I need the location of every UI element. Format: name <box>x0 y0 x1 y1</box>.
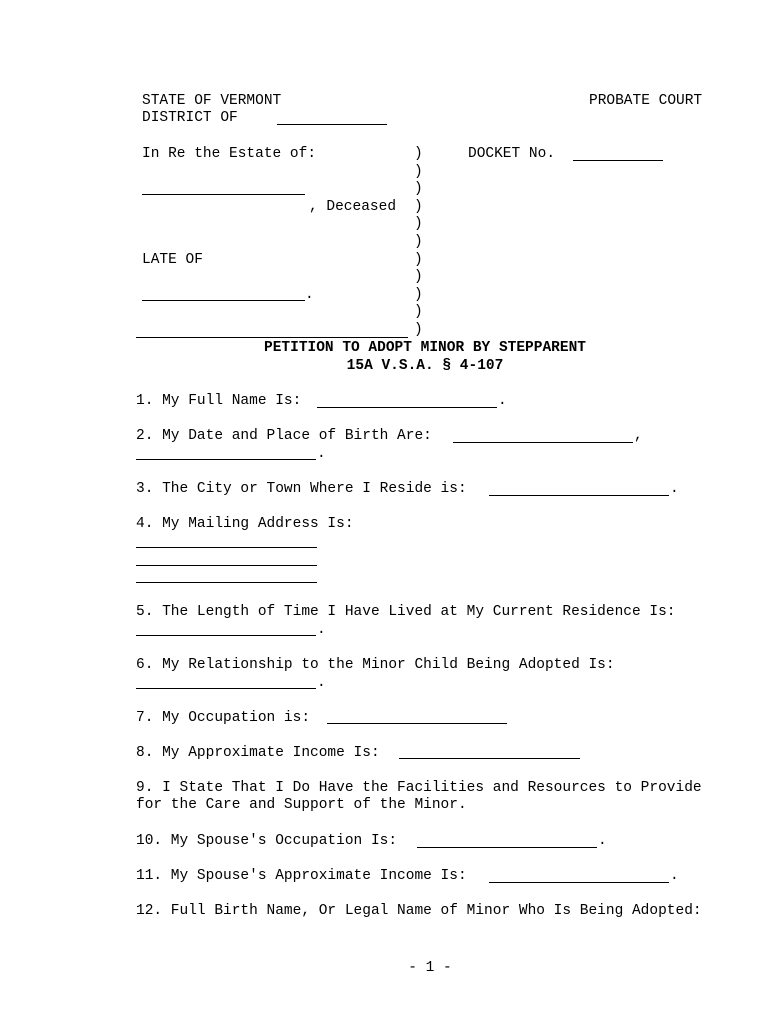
caption-paren: ) <box>414 322 423 338</box>
caption-paren: ) <box>414 199 423 215</box>
caption-paren: ) <box>414 216 423 232</box>
late-of-label: LATE OF <box>142 252 203 268</box>
district-label: DISTRICT OF <box>142 110 238 126</box>
spouse-occupation-blank[interactable] <box>417 847 597 848</box>
spouse-income-blank[interactable] <box>489 882 669 883</box>
city-town-blank[interactable] <box>489 495 669 496</box>
district-blank[interactable] <box>277 124 387 125</box>
caption-paren: ) <box>414 269 423 285</box>
mailing-address-line-1[interactable] <box>136 547 317 548</box>
caption-paren: ) <box>414 164 423 180</box>
item-5-period: . <box>317 622 326 638</box>
birth-place-blank[interactable] <box>136 459 316 460</box>
item-5-label: 5. The Length of Time I Have Lived at My Current Residence Is: <box>136 604 676 620</box>
caption-paren: ) <box>414 304 423 320</box>
item-11-period: . <box>670 868 679 884</box>
court-label: PROBATE COURT <box>589 93 703 109</box>
item-12-label: 12. Full Birth Name, Or Legal Name of Minor Who Is Being Adopted: <box>136 903 702 919</box>
caption-paren: ) <box>414 146 423 162</box>
caption-paren: ) <box>414 287 423 303</box>
petition-title: PETITION TO ADOPT MINOR BY STEPPARENT <box>264 340 586 356</box>
mailing-address-line-2[interactable] <box>136 565 317 566</box>
item-10-period: . <box>598 833 607 849</box>
item-3-period: . <box>670 481 679 497</box>
full-name-blank[interactable] <box>317 407 497 408</box>
item-1-period: . <box>498 393 507 409</box>
item-6-label: 6. My Relationship to the Minor Child Being Adopted Is: <box>136 657 615 673</box>
item-1-label: 1. My Full Name Is: <box>136 393 302 409</box>
caption-paren: ) <box>414 234 423 250</box>
mailing-address-line-3[interactable] <box>136 582 317 583</box>
item-2-period: . <box>317 446 326 462</box>
item-3-label: 3. The City or Town Where I Reside is: <box>136 481 467 497</box>
late-of-period: . <box>305 287 314 303</box>
occupation-blank[interactable] <box>327 723 507 724</box>
birth-date-blank[interactable] <box>453 442 633 443</box>
state-label: STATE OF VERMONT <box>142 93 282 109</box>
item-7-label: 7. My Occupation is: <box>136 710 311 726</box>
caption-paren: ) <box>414 252 423 268</box>
item-9-line-1: 9. I State That I Do Have the Facilities and Resources to Provide <box>136 780 702 796</box>
late-of-blank[interactable] <box>142 300 305 301</box>
page-number: - 1 - <box>408 960 452 976</box>
item-4-label: 4. My Mailing Address Is: <box>136 516 354 532</box>
residence-length-blank[interactable] <box>136 635 316 636</box>
item-2-comma: , <box>634 428 643 444</box>
docket-blank[interactable] <box>573 160 663 161</box>
item-9-line-2: for the Care and Support of the Minor. <box>136 797 467 813</box>
item-11-label: 11. My Spouse's Approximate Income Is: <box>136 868 467 884</box>
item-2-label: 2. My Date and Place of Birth Are: <box>136 428 432 444</box>
deceased-label: , Deceased <box>309 199 397 215</box>
caption-bottom-rule <box>136 337 408 338</box>
in-re-label: In Re the Estate of: <box>142 146 317 162</box>
income-blank[interactable] <box>399 758 580 759</box>
estate-name-blank[interactable] <box>142 194 305 195</box>
statute-citation: 15A V.S.A. § 4-107 <box>346 358 504 374</box>
caption-paren: ) <box>414 181 423 197</box>
item-8-label: 8. My Approximate Income Is: <box>136 745 380 761</box>
docket-label: DOCKET No. <box>468 146 556 162</box>
relationship-blank[interactable] <box>136 688 316 689</box>
item-6-period: . <box>317 675 326 691</box>
item-10-label: 10. My Spouse's Occupation Is: <box>136 833 398 849</box>
